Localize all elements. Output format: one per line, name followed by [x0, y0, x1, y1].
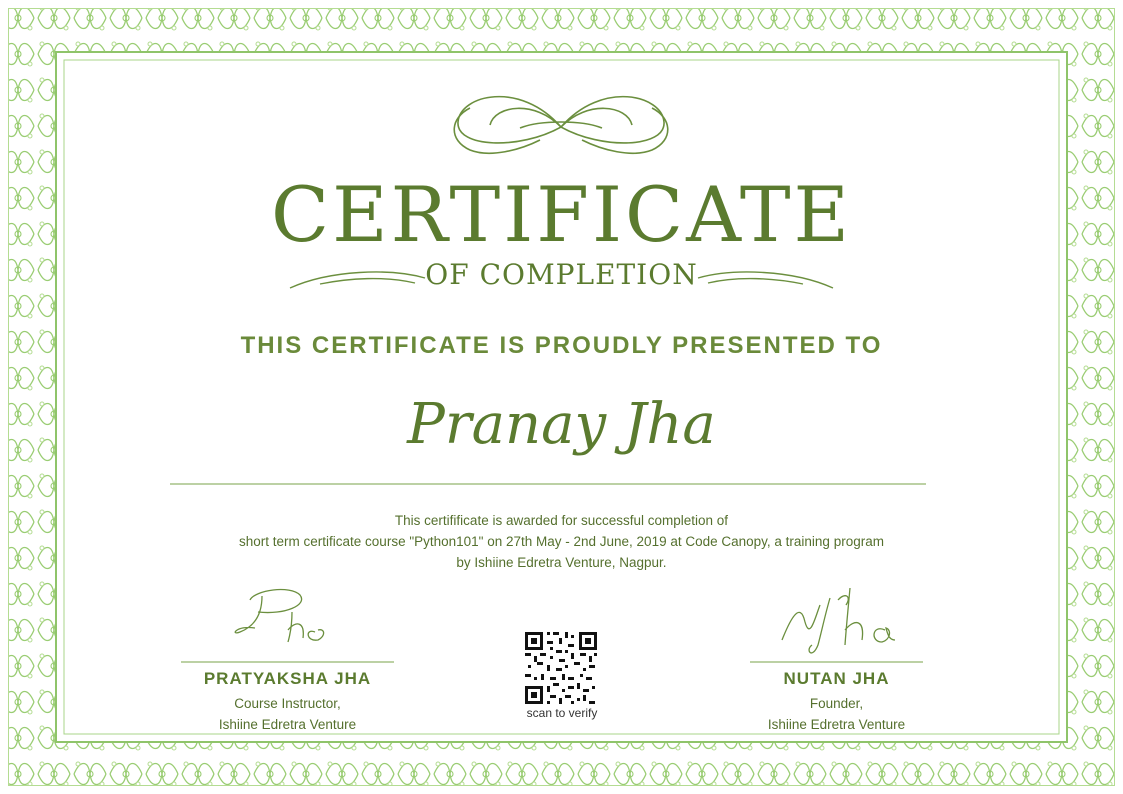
signatory-left — [181, 669, 394, 735]
certificate-subtitle: OF COMPLETION — [425, 258, 698, 291]
description-block — [0, 510, 1123, 573]
qr-code-icon — [523, 630, 599, 706]
presented-to-line: THIS CERTIFICATE IS PROUDLY PRESENTED TO — [240, 332, 883, 359]
signature-right — [782, 588, 895, 653]
signatory-role: Founder, — [809, 696, 864, 711]
certificate-title: CERTIFICATE — [270, 170, 853, 259]
signatory-role: Course Instructor, — [234, 696, 341, 711]
top-flourish-ornament — [454, 97, 668, 154]
signatory-org: Ishiine Edretra Venture — [218, 717, 357, 732]
signatory-name: PRATYAKSHA JHA — [203, 669, 372, 688]
recipient-name: Pranay Jha — [407, 392, 716, 457]
signature-left — [235, 590, 323, 642]
description-line: short term certificate course "Python101" on 27th May - 2nd June, 2019 at Code Canopy, a training program — [239, 534, 884, 549]
signatory-name: NUTAN JHA — [783, 669, 890, 688]
signatory-right — [750, 669, 923, 735]
description-line: by Ishiine Edretra Venture, Nagpur. — [456, 555, 667, 570]
signatory-org: Ishiine Edretra Venture — [767, 717, 906, 732]
description-line: This certifificate is awarded for successful completion of — [394, 513, 729, 528]
qr-caption: scan to verify — [526, 706, 598, 720]
